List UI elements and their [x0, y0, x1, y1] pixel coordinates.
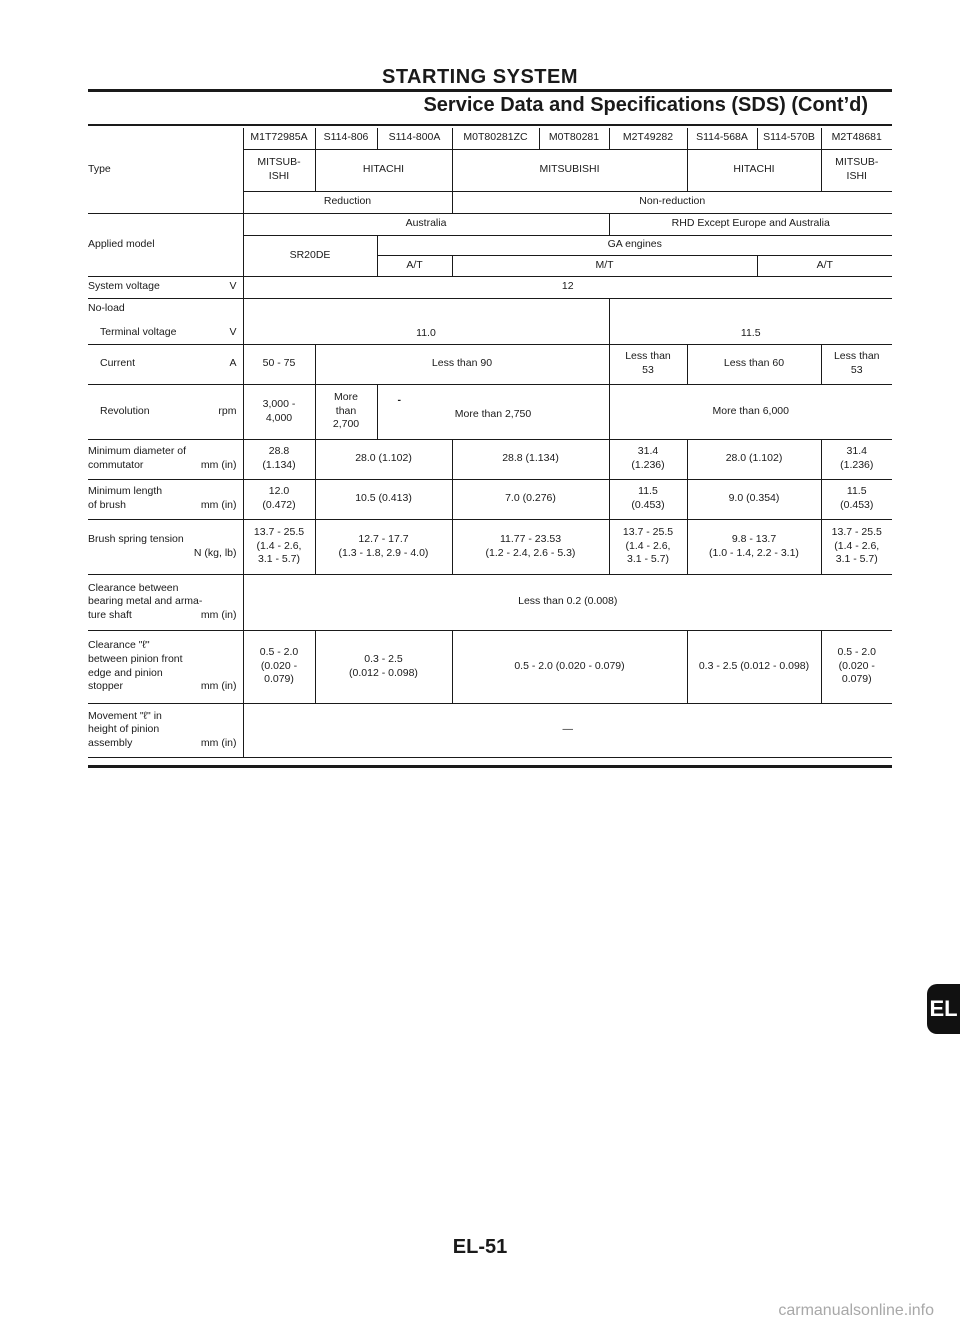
system-voltage-label-cell	[88, 276, 243, 298]
revolution-row	[88, 384, 892, 439]
revolution-more-than: More than 2,750	[454, 407, 532, 420]
reduction-cell: Reduction	[243, 191, 452, 213]
unit-label: A	[229, 357, 237, 370]
table-bottom-rule	[88, 765, 892, 768]
bearing-clearance-value: Less than 0.2 (0.008)	[243, 574, 892, 630]
unit-label: V	[229, 326, 237, 338]
maker-cell: HITACHI	[687, 149, 821, 191]
type-label-cell	[88, 128, 243, 213]
movement-label: height of pinion	[88, 723, 160, 736]
pinion-clearance-value: 0.5 - 2.0 (0.020 - 0.079)	[821, 630, 892, 703]
movement-value: —	[243, 703, 892, 757]
revolution-value: More than 2,700	[315, 384, 377, 439]
revolution-value: More than 6,000	[609, 384, 892, 439]
terminal-voltage-value: 11.5	[609, 298, 892, 344]
brush-length-value: 11.5 (0.453)	[821, 479, 892, 519]
section-title: STARTING SYSTEM	[381, 66, 579, 88]
watermark-footer: carmanualsonline.info	[778, 1302, 934, 1319]
sds-table	[88, 128, 892, 758]
maker-cell: MITSUBISHI	[452, 149, 687, 191]
current-label-cell	[88, 344, 243, 384]
movement-label: Movement "ℓ" in	[88, 709, 162, 722]
bearing-clearance-label: Clearance between	[88, 581, 179, 594]
brush-length-label: Minimum length	[88, 485, 163, 498]
commutator-label-cell	[88, 439, 243, 479]
bearing-clearance-label: bearing metal and arma-	[88, 595, 203, 608]
unit-label: mm (in)	[200, 736, 237, 749]
applied-model-label: Applied model	[88, 237, 155, 250]
unit-label: N (kg, lb)	[193, 546, 237, 559]
terminal-voltage-label: Terminal voltage	[100, 326, 177, 338]
brush-spring-row	[88, 519, 892, 574]
brush-spring-value: 9.8 - 13.7 (1.0 - 1.4, 2.2 - 3.1)	[687, 519, 821, 574]
unit-label: mm (in)	[200, 459, 237, 471]
pinion-clearance-value: 0.5 - 2.0 (0.020 - 0.079)	[243, 630, 315, 703]
revolution-label-cell	[88, 384, 243, 439]
at-cell: A/T	[377, 255, 452, 276]
model-cell: S114-568A	[687, 128, 757, 149]
brush-spring-value: 13.7 - 25.5 (1.4 - 2.6, 3.1 - 5.7)	[821, 519, 892, 574]
at-cell: A/T	[757, 255, 892, 276]
model-cell: M1T72985A	[243, 128, 315, 149]
mt-cell: M/T	[452, 255, 757, 276]
sr20de-cell: SR20DE	[243, 235, 377, 276]
commutator-value: 31.4 (1.236)	[821, 439, 892, 479]
brush-length-value: 10.5 (0.413)	[315, 479, 452, 519]
current-value: Less than 90	[315, 344, 609, 384]
revolution-label: Revolution	[100, 404, 150, 417]
unit-label: rpm	[218, 404, 237, 417]
bearing-clearance-label: ture shaft	[88, 608, 132, 621]
commutator-row	[88, 439, 892, 479]
system-voltage-label: System voltage	[88, 280, 160, 293]
brush-spring-value: 11.77 - 23.53 (1.2 - 2.4, 2.6 - 5.3)	[452, 519, 609, 574]
brush-length-value: 12.0 (0.472)	[243, 479, 315, 519]
pinion-clearance-label: Clearance "ℓ"	[88, 639, 150, 652]
maker-cell: HITACHI	[315, 149, 452, 191]
commutator-value: 28.0 (1.102)	[687, 439, 821, 479]
brush-length-value: 11.5 (0.453)	[609, 479, 687, 519]
commutator-label: commutator	[88, 459, 144, 471]
commutator-value: 28.0 (1.102)	[315, 439, 452, 479]
applied-row-1	[88, 213, 892, 235]
model-cell: S114-800A	[377, 128, 452, 149]
maker-cell: MITSUB- ISHI	[243, 149, 315, 191]
section-badge: EL	[927, 984, 960, 1034]
table-top-rule	[88, 124, 892, 126]
pinion-clearance-value: 0.3 - 2.5 (0.012 - 0.098)	[687, 630, 821, 703]
pinion-clearance-label-cell	[88, 630, 243, 703]
type-label: Type	[88, 163, 111, 176]
commutator-value: 31.4 (1.236)	[609, 439, 687, 479]
current-value: Less than 53	[609, 344, 687, 384]
brush-length-value: 9.0 (0.354)	[687, 479, 821, 519]
revolution-value: 3,000 - 4,000	[243, 384, 315, 439]
brush-spring-value: 12.7 - 17.7 (1.3 - 1.8, 2.9 - 4.0)	[315, 519, 452, 574]
current-value: Less than 53	[821, 344, 892, 384]
model-cell: M0T80281	[539, 128, 609, 149]
unit-label: V	[229, 280, 237, 293]
brush-spring-value: 13.7 - 25.5 (1.4 - 2.6, 3.1 - 5.7)	[243, 519, 315, 574]
unit-label: mm (in)	[200, 608, 237, 621]
commutator-value: 28.8 (1.134)	[452, 439, 609, 479]
bearing-clearance-row	[88, 574, 892, 630]
movement-label: assembly	[88, 736, 133, 749]
model-cell: S114-806	[315, 128, 377, 149]
model-cell: M0T80281ZC	[452, 128, 539, 149]
unit-label: mm (in)	[200, 680, 237, 693]
pinion-clearance-row	[88, 630, 892, 703]
noload-label-cell	[88, 298, 243, 344]
model-cell: S114-570B	[757, 128, 821, 149]
brush-length-value: 7.0 (0.276)	[452, 479, 609, 519]
maker-cell: MITSUB- ISHI	[821, 149, 892, 191]
current-row	[88, 344, 892, 384]
brush-length-label: of brush	[88, 499, 126, 511]
applied-label-cell	[88, 213, 243, 276]
terminal-voltage-row	[88, 298, 892, 344]
movement-row	[88, 703, 892, 757]
brush-spring-label: Brush spring tension	[88, 532, 184, 545]
pinion-clearance-value: 0.5 - 2.0 (0.020 - 0.079)	[452, 630, 687, 703]
pinion-clearance-label: edge and pinion	[88, 666, 163, 679]
unit-label: mm (in)	[200, 499, 237, 511]
title-rule	[88, 89, 892, 92]
terminal-voltage-value: 11.0	[243, 298, 609, 344]
brush-spring-label-cell	[88, 519, 243, 574]
revolution-value	[377, 384, 609, 439]
page-number: EL-51	[452, 1236, 508, 1258]
model-cell: M2T49282	[609, 128, 687, 149]
revolution-dash: -	[397, 393, 401, 406]
noload-label: No-load	[88, 302, 125, 315]
commutator-value: 28.8 (1.134)	[243, 439, 315, 479]
current-label: Current	[100, 357, 136, 370]
commutator-label: Minimum diameter of	[88, 445, 187, 458]
movement-label-cell	[88, 703, 243, 757]
rhd-cell: RHD Except Europe and Australia	[609, 213, 892, 235]
current-value: Less than 60	[687, 344, 821, 384]
pinion-clearance-value: 0.3 - 2.5 (0.012 - 0.098)	[315, 630, 452, 703]
bearing-clearance-label-cell	[88, 574, 243, 630]
brush-spring-value: 13.7 - 25.5 (1.4 - 2.6, 3.1 - 5.7)	[609, 519, 687, 574]
australia-cell: Australia	[243, 213, 609, 235]
model-row	[88, 128, 892, 149]
non-reduction-cell: Non-reduction	[452, 191, 892, 213]
brush-length-label-cell	[88, 479, 243, 519]
ga-engines-cell: GA engines	[377, 235, 892, 255]
pinion-clearance-label: stopper	[88, 680, 124, 693]
system-voltage-row	[88, 276, 892, 298]
model-cell: M2T48681	[821, 128, 892, 149]
current-value: 50 - 75	[243, 344, 315, 384]
system-voltage-value: 12	[243, 276, 892, 298]
page-subtitle: Service Data and Specifications (SDS) (Cont’d)	[423, 94, 868, 116]
brush-length-row	[88, 479, 892, 519]
pinion-clearance-label: between pinion front	[88, 652, 183, 665]
